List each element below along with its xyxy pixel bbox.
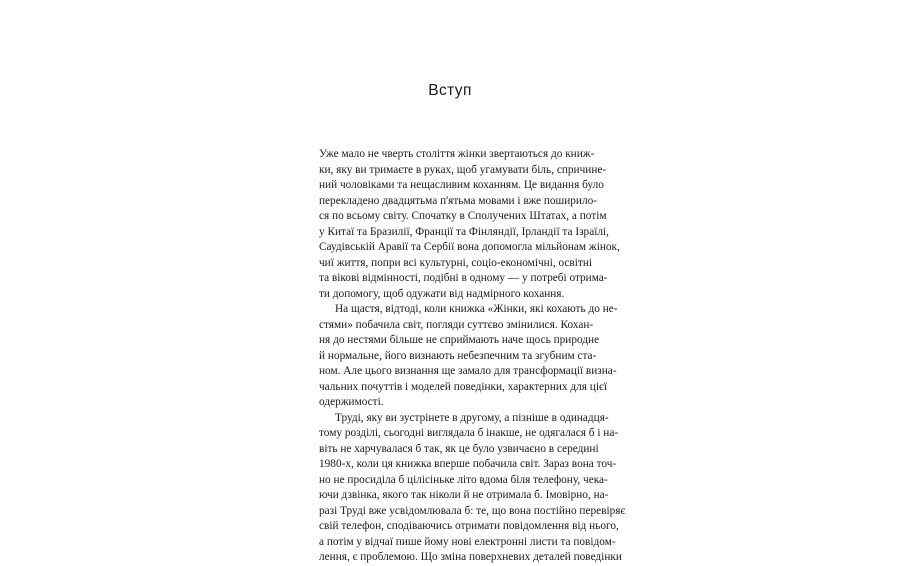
text-line: Уже мало не чверть століття жінки звертаються до книж- [319,148,595,160]
body-text [319,147,626,566]
text-line: ня до нестями більше не сприймають наче щось природне [319,334,600,346]
chapter-title: Вступ [428,82,472,99]
text-line: лення, є проблемою. Що зміна поверхневих деталей поведінки [319,551,622,563]
text-line: перекладено двадцятьма п'ятьма мовами і вже поширило- [319,194,598,207]
text-line: ся по всьому світу. Спочатку в Сполучених Штатах, а потім [319,210,607,222]
text-line: ний чоловіками та нещасливим коханням. Це видання було [319,179,604,191]
text-line: а потім у відчаї пише йому нові електронні листи та повідом- [319,535,616,548]
text-line: ном. Але цього визнання ще замало для трансформації визна- [319,365,617,377]
text-line: чальних почуттів і моделей поведінки, характерних для цієї [319,380,607,393]
text-line: у Китаї та Бразилії, Франції та Фінляндії, Ірландії та Ізраїлі, [319,225,609,238]
text-line: одержимості. [319,396,384,408]
text-line: й нормальне, його визнають небезпечним та згубним ста- [319,349,597,362]
text-line: ючи дзвінка, якого так ніколи й не отримала б. Імовірно, на- [319,489,609,501]
text-line: стями» побачила світ, погляди суттєво змінилися. Кохан- [319,318,594,331]
text-line: чиї життя, попри всі культурні, соціо-економічні, освітні [319,256,593,269]
text-line: но не просиділа б цілісіньке літо вдома біля телефону, чека- [319,473,608,486]
text-line: тому розділі, сьогодні виглядала б інакше, не одягалася б і на- [319,427,619,439]
text-line: та вікові відмінності, подібні в одному — у потребі отрима- [319,272,608,284]
text-line: свій телефон, сподіваючись отримати повідомлення від нього, [319,520,619,532]
text-line: віть не харчувалася б так, як це було узвичаєно в середині [319,442,599,455]
text-line: ти допомогу, щоб одужати від надмірного кохання. [319,287,565,300]
text-line: На щастя, відтоді, коли книжка «Жінки, які кохають до не- [335,303,618,315]
text-line: 1980-х, коли ця книжка вперше побачила світ. Зараз вона точ- [319,458,617,470]
text-line: Труді, яку ви зустрінете в другому, а пізніше в одинадця- [335,411,609,424]
text-line: разі Труді вже усвідомлювала б: те, що вона постійно перевіряє [319,504,626,517]
text-line: ки, яку ви тримаєте в руках, щоб угамувати біль, спричине- [319,163,607,176]
text-line: Саудівській Аравії та Сербії вона допомогла мільйонам жінок, [319,241,620,253]
